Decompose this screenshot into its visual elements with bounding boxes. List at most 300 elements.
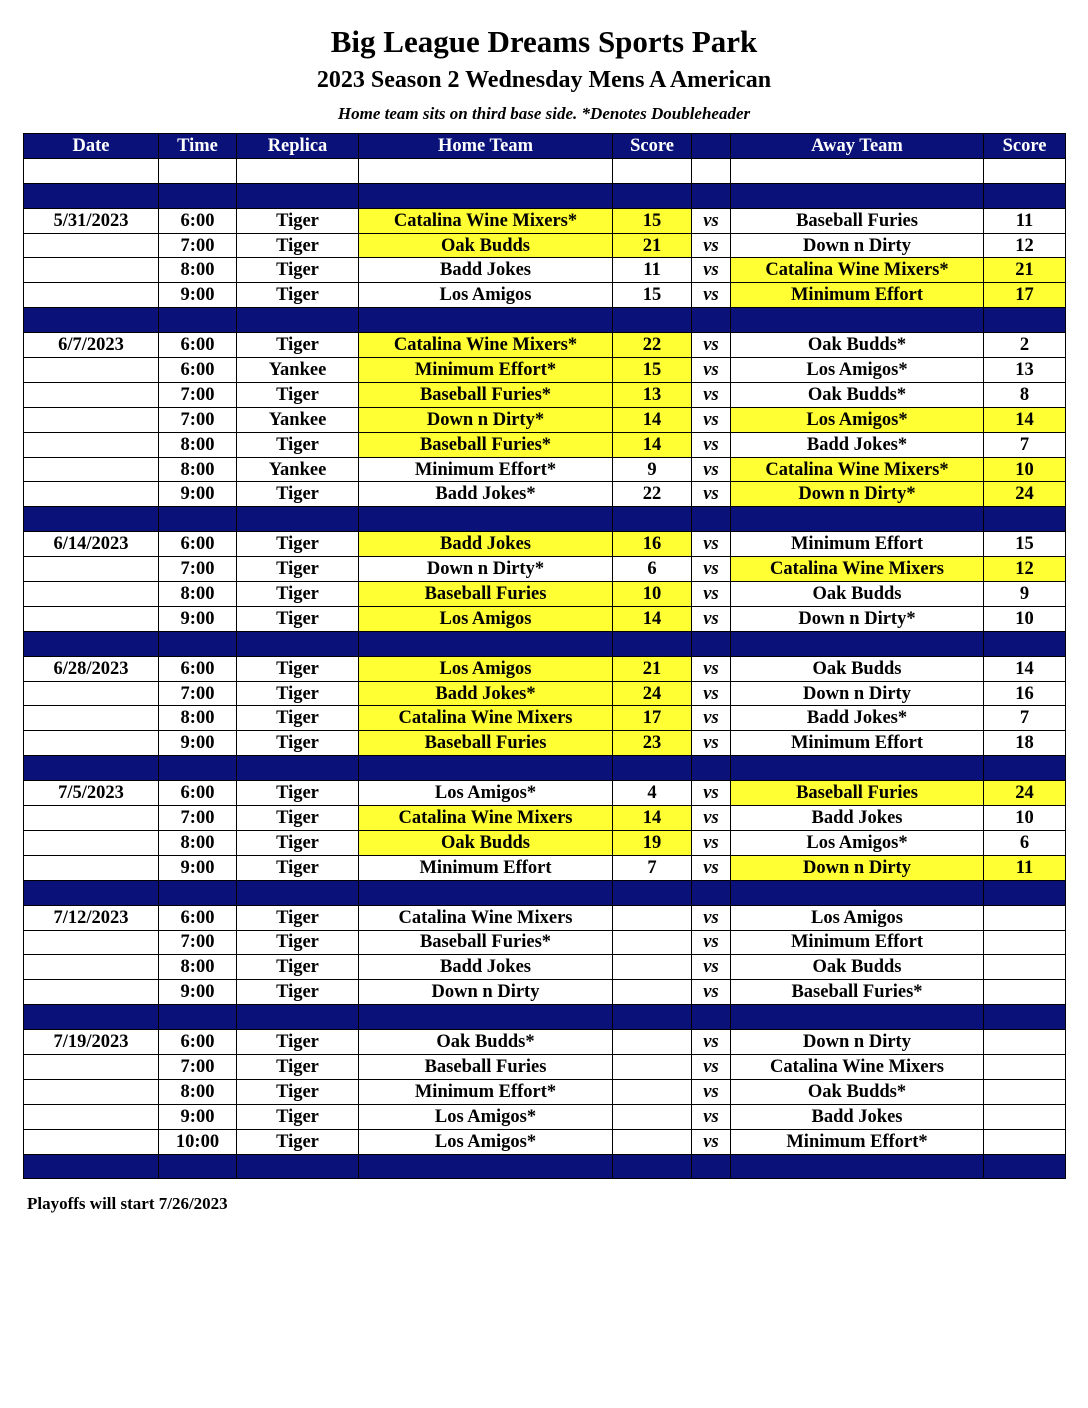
home-team-cell: Down n Dirty <box>359 980 613 1005</box>
home-team-cell: Down n Dirty* <box>359 557 613 582</box>
replica-cell: Tiger <box>237 1129 359 1154</box>
date-cell <box>24 930 159 955</box>
home-score-cell <box>613 955 692 980</box>
replica-cell: Tiger <box>237 233 359 258</box>
separator-cell <box>359 507 613 532</box>
game-row <box>24 830 1066 855</box>
replica-cell: Tiger <box>237 706 359 731</box>
home-score-cell <box>613 1079 692 1104</box>
time-cell: 6:00 <box>159 532 237 557</box>
separator-cell <box>731 880 984 905</box>
replica-cell: Tiger <box>237 806 359 831</box>
away-score-cell: 12 <box>984 557 1066 582</box>
home-team-cell: Baseball Furies* <box>359 382 613 407</box>
blank-cell <box>984 158 1066 183</box>
vs-cell: vs <box>692 806 731 831</box>
separator-row <box>24 1154 1066 1179</box>
home-team-cell: Minimum Effort* <box>359 358 613 383</box>
home-team-cell: Baseball Furies <box>359 582 613 607</box>
date-cell <box>24 432 159 457</box>
home-team-cell: Down n Dirty* <box>359 407 613 432</box>
time-cell: 7:00 <box>159 1054 237 1079</box>
separator-cell <box>692 880 731 905</box>
separator-row <box>24 308 1066 333</box>
replica-cell: Tiger <box>237 432 359 457</box>
date-cell <box>24 1054 159 1079</box>
home-team-cell: Los Amigos <box>359 283 613 308</box>
game-row <box>24 208 1066 233</box>
time-cell: 6:00 <box>159 333 237 358</box>
replica-cell: Tiger <box>237 980 359 1005</box>
home-team-cell: Badd Jokes* <box>359 482 613 507</box>
separator-cell <box>731 1154 984 1179</box>
separator-cell <box>237 1154 359 1179</box>
away-team-cell: Oak Budds* <box>731 1079 984 1104</box>
away-score-cell: 17 <box>984 283 1066 308</box>
date-cell <box>24 855 159 880</box>
time-cell: 8:00 <box>159 457 237 482</box>
separator-cell <box>692 507 731 532</box>
home-score-cell <box>613 1030 692 1055</box>
vs-cell: vs <box>692 781 731 806</box>
column-header-time: Time <box>159 134 237 159</box>
home-team-cell: Los Amigos* <box>359 1104 613 1129</box>
table-header-row <box>24 134 1066 159</box>
home-score-cell <box>613 905 692 930</box>
away-team-cell: Catalina Wine Mixers* <box>731 457 984 482</box>
replica-cell: Tiger <box>237 955 359 980</box>
separator-cell <box>984 183 1066 208</box>
home-score-cell <box>613 1129 692 1154</box>
time-cell: 9:00 <box>159 855 237 880</box>
game-row <box>24 407 1066 432</box>
away-score-cell <box>984 1054 1066 1079</box>
home-score-cell: 23 <box>613 731 692 756</box>
date-cell <box>24 731 159 756</box>
game-row <box>24 532 1066 557</box>
home-team-cell: Baseball Furies* <box>359 930 613 955</box>
away-score-cell: 18 <box>984 731 1066 756</box>
separator-cell <box>613 183 692 208</box>
away-team-cell: Minimum Effort <box>731 283 984 308</box>
vs-cell: vs <box>692 382 731 407</box>
replica-cell: Yankee <box>237 407 359 432</box>
away-score-cell <box>984 1030 1066 1055</box>
separator-cell <box>984 631 1066 656</box>
vs-cell: vs <box>692 208 731 233</box>
vs-cell: vs <box>692 1054 731 1079</box>
separator-cell <box>237 1005 359 1030</box>
separator-cell <box>613 631 692 656</box>
away-score-cell: 9 <box>984 582 1066 607</box>
away-score-cell: 8 <box>984 382 1066 407</box>
time-cell: 6:00 <box>159 1030 237 1055</box>
separator-cell <box>359 631 613 656</box>
replica-cell: Yankee <box>237 457 359 482</box>
separator-cell <box>731 1005 984 1030</box>
date-cell <box>24 980 159 1005</box>
time-cell: 8:00 <box>159 432 237 457</box>
away-team-cell: Minimum Effort <box>731 930 984 955</box>
home-team-cell: Baseball Furies <box>359 731 613 756</box>
vs-cell: vs <box>692 457 731 482</box>
time-cell: 7:00 <box>159 233 237 258</box>
separator-cell <box>159 880 237 905</box>
away-score-cell: 13 <box>984 358 1066 383</box>
away-team-cell: Los Amigos <box>731 905 984 930</box>
time-cell: 8:00 <box>159 258 237 283</box>
separator-row <box>24 756 1066 781</box>
game-row <box>24 706 1066 731</box>
home-score-cell: 14 <box>613 806 692 831</box>
time-cell: 6:00 <box>159 781 237 806</box>
away-score-cell <box>984 1129 1066 1154</box>
vs-cell: vs <box>692 407 731 432</box>
replica-cell: Tiger <box>237 1079 359 1104</box>
replica-cell: Tiger <box>237 830 359 855</box>
time-cell: 9:00 <box>159 283 237 308</box>
vs-cell: vs <box>692 1104 731 1129</box>
time-cell: 8:00 <box>159 582 237 607</box>
blank-cell <box>359 158 613 183</box>
vs-cell: vs <box>692 233 731 258</box>
game-row <box>24 258 1066 283</box>
time-cell: 6:00 <box>159 656 237 681</box>
replica-cell: Tiger <box>237 582 359 607</box>
vs-cell: vs <box>692 980 731 1005</box>
away-score-cell: 6 <box>984 830 1066 855</box>
separator-cell <box>359 183 613 208</box>
time-cell: 6:00 <box>159 358 237 383</box>
date-cell: 7/19/2023 <box>24 1030 159 1055</box>
date-cell <box>24 283 159 308</box>
replica-cell: Tiger <box>237 606 359 631</box>
home-team-cell: Catalina Wine Mixers <box>359 706 613 731</box>
date-cell <box>24 955 159 980</box>
time-cell: 7:00 <box>159 382 237 407</box>
column-header-date: Date <box>24 134 159 159</box>
away-team-cell: Oak Budds <box>731 582 984 607</box>
time-cell: 9:00 <box>159 482 237 507</box>
home-score-cell: 10 <box>613 582 692 607</box>
separator-cell <box>237 880 359 905</box>
home-team-cell: Baseball Furies* <box>359 432 613 457</box>
away-team-cell: Badd Jokes* <box>731 432 984 457</box>
schedule-table <box>23 133 1066 1179</box>
date-cell <box>24 482 159 507</box>
date-cell: 5/31/2023 <box>24 208 159 233</box>
time-cell: 7:00 <box>159 930 237 955</box>
away-score-cell <box>984 980 1066 1005</box>
away-score-cell: 21 <box>984 258 1066 283</box>
away-team-cell: Oak Budds* <box>731 382 984 407</box>
separator-cell <box>237 308 359 333</box>
date-cell <box>24 233 159 258</box>
separator-cell <box>159 308 237 333</box>
separator-cell <box>359 756 613 781</box>
home-team-cell: Baseball Furies <box>359 1054 613 1079</box>
date-cell <box>24 830 159 855</box>
game-row <box>24 1030 1066 1055</box>
separator-cell <box>159 183 237 208</box>
separator-cell <box>731 756 984 781</box>
separator-cell <box>984 507 1066 532</box>
away-team-cell: Down n Dirty <box>731 233 984 258</box>
time-cell: 8:00 <box>159 830 237 855</box>
home-score-cell: 15 <box>613 208 692 233</box>
away-score-cell: 10 <box>984 457 1066 482</box>
time-cell: 7:00 <box>159 557 237 582</box>
replica-cell: Tiger <box>237 382 359 407</box>
replica-cell: Yankee <box>237 358 359 383</box>
home-score-cell: 16 <box>613 532 692 557</box>
game-row <box>24 1129 1066 1154</box>
replica-cell: Tiger <box>237 1104 359 1129</box>
date-cell <box>24 557 159 582</box>
column-header-home-team: Home Team <box>359 134 613 159</box>
game-row <box>24 1054 1066 1079</box>
replica-cell: Tiger <box>237 1054 359 1079</box>
away-team-cell: Down n Dirty <box>731 681 984 706</box>
home-team-cell: Minimum Effort <box>359 855 613 880</box>
vs-cell: vs <box>692 358 731 383</box>
separator-cell <box>159 756 237 781</box>
time-cell: 10:00 <box>159 1129 237 1154</box>
away-score-cell: 14 <box>984 656 1066 681</box>
date-cell <box>24 1079 159 1104</box>
game-row <box>24 955 1066 980</box>
home-score-cell: 7 <box>613 855 692 880</box>
game-row <box>24 382 1066 407</box>
separator-cell <box>984 880 1066 905</box>
away-score-cell <box>984 930 1066 955</box>
away-score-cell: 2 <box>984 333 1066 358</box>
date-cell: 6/14/2023 <box>24 532 159 557</box>
replica-cell: Tiger <box>237 208 359 233</box>
date-cell <box>24 382 159 407</box>
separator-cell <box>613 756 692 781</box>
vs-cell: vs <box>692 1030 731 1055</box>
away-team-cell: Los Amigos* <box>731 407 984 432</box>
game-row <box>24 905 1066 930</box>
separator-cell <box>359 880 613 905</box>
page-subtitle: 2023 Season 2 Wednesday Mens A American <box>316 67 772 93</box>
time-cell: 9:00 <box>159 606 237 631</box>
separator-cell <box>692 183 731 208</box>
vs-cell: vs <box>692 606 731 631</box>
away-team-cell: Badd Jokes* <box>731 706 984 731</box>
home-team-cell: Oak Budds <box>359 830 613 855</box>
home-score-cell: 17 <box>613 706 692 731</box>
home-team-cell: Minimum Effort* <box>359 1079 613 1104</box>
column-header-home-score: Score <box>613 134 692 159</box>
home-score-cell: 9 <box>613 457 692 482</box>
separator-cell <box>984 1005 1066 1030</box>
home-score-cell: 4 <box>613 781 692 806</box>
replica-cell: Tiger <box>237 283 359 308</box>
separator-cell <box>24 1154 159 1179</box>
replica-cell: Tiger <box>237 333 359 358</box>
separator-cell <box>24 880 159 905</box>
time-cell: 7:00 <box>159 681 237 706</box>
away-team-cell: Oak Budds <box>731 656 984 681</box>
away-team-cell: Down n Dirty <box>731 855 984 880</box>
separator-cell <box>613 1005 692 1030</box>
game-row <box>24 358 1066 383</box>
separator-cell <box>613 880 692 905</box>
vs-cell: vs <box>692 1129 731 1154</box>
home-team-cell: Minimum Effort* <box>359 457 613 482</box>
separator-cell <box>24 756 159 781</box>
vs-cell: vs <box>692 582 731 607</box>
separator-cell <box>692 631 731 656</box>
home-team-cell: Los Amigos* <box>359 1129 613 1154</box>
time-cell: 8:00 <box>159 706 237 731</box>
vs-cell: vs <box>692 681 731 706</box>
time-cell: 8:00 <box>159 955 237 980</box>
away-team-cell: Oak Budds* <box>731 333 984 358</box>
separator-cell <box>237 756 359 781</box>
header-note: Home team sits on third base side. *Denotes Doubleheader <box>337 104 751 123</box>
away-team-cell: Minimum Effort <box>731 731 984 756</box>
away-team-cell: Baseball Furies* <box>731 980 984 1005</box>
separator-row <box>24 880 1066 905</box>
separator-cell <box>159 507 237 532</box>
away-team-cell: Baseball Furies <box>731 781 984 806</box>
separator-cell <box>731 507 984 532</box>
separator-row <box>24 631 1066 656</box>
separator-cell <box>359 1154 613 1179</box>
separator-cell <box>24 507 159 532</box>
date-cell <box>24 457 159 482</box>
game-row <box>24 333 1066 358</box>
game-row <box>24 482 1066 507</box>
away-team-cell: Oak Budds <box>731 955 984 980</box>
home-score-cell: 22 <box>613 482 692 507</box>
date-cell <box>24 258 159 283</box>
replica-cell: Tiger <box>237 855 359 880</box>
home-score-cell: 21 <box>613 233 692 258</box>
replica-cell: Tiger <box>237 905 359 930</box>
vs-cell: vs <box>692 258 731 283</box>
away-score-cell: 12 <box>984 233 1066 258</box>
game-row <box>24 582 1066 607</box>
blank-cell <box>159 158 237 183</box>
home-score-cell <box>613 1054 692 1079</box>
column-header-away-team: Away Team <box>731 134 984 159</box>
home-score-cell: 14 <box>613 432 692 457</box>
away-score-cell: 10 <box>984 806 1066 831</box>
away-score-cell: 24 <box>984 781 1066 806</box>
separator-cell <box>984 756 1066 781</box>
vs-cell: vs <box>692 656 731 681</box>
separator-row <box>24 1005 1066 1030</box>
separator-row <box>24 183 1066 208</box>
away-score-cell: 14 <box>984 407 1066 432</box>
separator-cell <box>613 308 692 333</box>
vs-cell: vs <box>692 432 731 457</box>
home-team-cell: Los Amigos* <box>359 781 613 806</box>
away-score-cell: 11 <box>984 855 1066 880</box>
vs-cell: vs <box>692 830 731 855</box>
blank-cell <box>731 158 984 183</box>
away-team-cell: Catalina Wine Mixers <box>731 1054 984 1079</box>
date-cell: 6/7/2023 <box>24 333 159 358</box>
vs-cell: vs <box>692 905 731 930</box>
away-team-cell: Down n Dirty <box>731 1030 984 1055</box>
time-cell: 7:00 <box>159 806 237 831</box>
date-cell <box>24 806 159 831</box>
home-score-cell <box>613 930 692 955</box>
game-row <box>24 781 1066 806</box>
home-team-cell: Badd Jokes <box>359 532 613 557</box>
home-score-cell: 19 <box>613 830 692 855</box>
away-score-cell: 11 <box>984 208 1066 233</box>
away-score-cell <box>984 1079 1066 1104</box>
date-cell <box>24 407 159 432</box>
date-cell <box>24 1129 159 1154</box>
game-row <box>24 606 1066 631</box>
separator-cell <box>237 631 359 656</box>
game-row <box>24 1079 1066 1104</box>
home-score-cell: 11 <box>613 258 692 283</box>
vs-cell: vs <box>692 930 731 955</box>
home-score-cell: 15 <box>613 358 692 383</box>
blank-cell <box>237 158 359 183</box>
home-team-cell: Badd Jokes* <box>359 681 613 706</box>
replica-cell: Tiger <box>237 557 359 582</box>
separator-cell <box>237 183 359 208</box>
time-cell: 9:00 <box>159 731 237 756</box>
vs-cell: vs <box>692 283 731 308</box>
separator-cell <box>24 1005 159 1030</box>
date-cell: 7/12/2023 <box>24 905 159 930</box>
game-row <box>24 432 1066 457</box>
time-cell: 7:00 <box>159 407 237 432</box>
home-team-cell: Los Amigos <box>359 656 613 681</box>
replica-cell: Tiger <box>237 731 359 756</box>
vs-cell: vs <box>692 706 731 731</box>
vs-cell: vs <box>692 955 731 980</box>
replica-cell: Tiger <box>237 532 359 557</box>
replica-cell: Tiger <box>237 681 359 706</box>
game-row <box>24 980 1066 1005</box>
column-header-away-score: Score <box>984 134 1066 159</box>
home-team-cell: Los Amigos <box>359 606 613 631</box>
away-score-cell: 7 <box>984 432 1066 457</box>
blank-cell <box>692 158 731 183</box>
vs-cell: vs <box>692 1079 731 1104</box>
away-team-cell: Down n Dirty* <box>731 606 984 631</box>
game-row <box>24 855 1066 880</box>
separator-cell <box>24 631 159 656</box>
away-score-cell <box>984 955 1066 980</box>
away-team-cell: Los Amigos* <box>731 358 984 383</box>
game-row <box>24 233 1066 258</box>
separator-cell <box>692 308 731 333</box>
separator-cell <box>731 308 984 333</box>
game-row <box>24 731 1066 756</box>
separator-cell <box>692 1005 731 1030</box>
time-cell: 6:00 <box>159 208 237 233</box>
playoffs-note: Playoffs will start 7/26/2023 <box>27 1194 228 1213</box>
date-cell: 6/28/2023 <box>24 656 159 681</box>
time-cell: 9:00 <box>159 1104 237 1129</box>
date-cell <box>24 1104 159 1129</box>
separator-cell <box>731 631 984 656</box>
separator-cell <box>159 1154 237 1179</box>
separator-cell <box>613 1154 692 1179</box>
